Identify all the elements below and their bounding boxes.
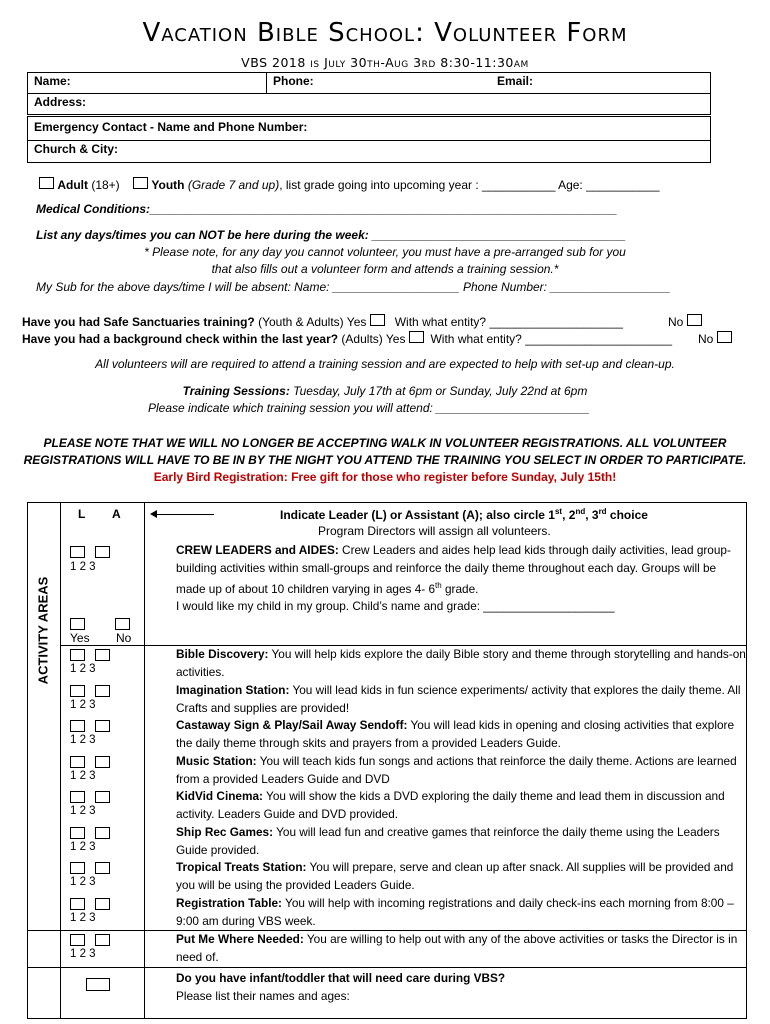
form-title: Vacation Bible School: Volunteer Form — [142, 18, 628, 48]
child-in-group-yes-checkbox[interactable] — [70, 618, 85, 630]
background-check-yes-checkbox[interactable] — [409, 331, 424, 343]
crew-leaders-description: CREW LEADERS and AIDES: Crew Leaders and aides help lead kids through daily activities, lead group-building activities within small-groups and reinforce the daily theme throughout each day. Groups will be made up of about 10 children varying in ages 4- 6th grade. I would like my child in my group. Child’s name and grade: ____________________ — [176, 543, 731, 614]
activity-item-row — [60, 645, 746, 681]
arrow-left-icon — [152, 514, 214, 515]
activity-description: Put Me Where Needed: You are willing to help out with any of the above activities or tasks the Director is in need of. — [176, 932, 738, 964]
youth-checkbox[interactable] — [133, 177, 148, 189]
leader-checkbox[interactable] — [70, 934, 85, 946]
leader-checkbox[interactable] — [70, 862, 85, 874]
infant-care-row — [60, 967, 746, 1017]
activity-item-row — [60, 930, 746, 967]
required-note: All volunteers will are required to attend a training session and are expected to help with set-up and clean-up. — [95, 357, 675, 371]
choice-numbers[interactable]: 1 2 3 — [70, 770, 96, 782]
program-directors-note: Program Directors will assign all volunteers. — [318, 524, 551, 538]
sub-name-phone[interactable]: My Sub for the above days/time I will be absent: Name: ___________________ Phone Number: __________________ — [36, 280, 671, 294]
age-group-row: Adult (18+) Youth (Grade 7 and up), list grade going into upcoming year : ___________ Age: ___________ — [39, 177, 660, 192]
activity-description: Music Station: You will teach kids fun songs and actions that reinforce the daily theme. Actions are learned from a provided Leaders Guide and DVD — [176, 754, 737, 786]
choice-numbers[interactable]: 1 2 3 — [70, 699, 96, 711]
leader-checkbox[interactable] — [70, 720, 85, 732]
leader-checkbox[interactable] — [70, 791, 85, 803]
email-field[interactable]: Email: — [491, 73, 711, 94]
assistant-checkbox[interactable] — [95, 827, 110, 839]
emergency-info-table — [27, 116, 711, 163]
assistant-checkbox[interactable] — [95, 898, 110, 910]
activity-description: Imagination Station: You will lead kids in fun science experiments/ activity that explores the daily theme. All Crafts and supplies are provided! — [176, 683, 741, 715]
choice-numbers[interactable]: 1 2 3 — [70, 912, 96, 924]
activity-description: Tropical Treats Station: You will prepare, serve and clean up after snack. All supplies will be provided and you will be using the provided Leaders Guide. — [176, 860, 734, 892]
assistant-checkbox[interactable] — [95, 649, 110, 661]
activity-description: Castaway Sign & Play/Sail Away Sendoff: You will lead kids in opening and closing activities that explore the daily theme through skits and prayers from a provided Leaders Guide. — [176, 718, 735, 750]
choice-numbers[interactable]: 1 2 3 — [70, 663, 96, 675]
early-bird-note: Early Bird Registration: Free gift for those who register before Sunday, July 15th! — [153, 470, 617, 484]
activity-description: Bible Discovery: You will help kids explore the daily Bible story and theme through storytelling and hands-on activities. — [176, 647, 746, 679]
church-city-field[interactable]: Church & City: — [28, 141, 711, 163]
choice-numbers[interactable]: 1 2 3 — [70, 734, 96, 746]
infant-care-checkbox[interactable] — [86, 978, 110, 991]
training-sessions: Training Sessions: Tuesday, July 17th at 6pm or Sunday, July 22nd at 6pm — [182, 384, 588, 398]
activity-areas-side — [28, 503, 60, 1018]
emergency-contact-field[interactable]: Emergency Contact - Name and Phone Number: — [28, 117, 711, 141]
notice-line-2: REGISTRATIONS WILL HAVE TO BE IN BY THE NIGHT YOU ATTEND THE TRAINING YOU SELECT IN ORDER TO PARTICIPATE. — [23, 453, 747, 467]
sub-note-2: that also fills out a volunteer form and attends a training session.* — [211, 262, 559, 276]
crew-leaders-row: 1 2 3 Yes No CREW LEADERS and AIDES: Crew Leaders and aides help lead kids through daily activities, lead group-building activities within small-groups and reinforce the daily theme throughout each day. Groups will be made up of about 10 children varying in ages 4- 6th grade. I would like my child in my group. Child’s name and grade: ____________________ — [60, 539, 746, 645]
notice-line-1: PLEASE NOTE THAT WE WILL NO LONGER BE ACCEPTING WALK IN VOLUNTEER REGISTRATIONS. ALL VOLUNTEER — [43, 436, 727, 450]
header-row: L A Indicate Leader (L) or Assistant (A); also circle 1st, 2nd, 3rd choice Program Directors will assign all volunteers. — [78, 507, 648, 538]
choice-numbers[interactable]: 1 2 3 — [70, 805, 96, 817]
child-in-group-no-checkbox[interactable] — [115, 618, 130, 630]
assistant-checkbox[interactable] — [95, 756, 110, 768]
background-check-question: Have you had a background check within the last year? (Adults) Yes With what entity? ______________________ — [22, 332, 673, 346]
activity-description: Registration Table: You will help with incoming registrations and daily check-ins each morning from 8:00 – 9:00 am during VBS week. — [176, 896, 734, 928]
infant-care-question: Do you have infant/toddler that will need care during VBS? Please list their names and ages: — [176, 971, 506, 1003]
sub-note-1: * Please note, for any day you cannot volunteer, you must have a pre-arranged sub for you — [144, 245, 626, 259]
phone-field[interactable]: Phone: — [267, 73, 492, 94]
contact-info-table — [27, 72, 711, 115]
activity-item-row — [60, 752, 746, 787]
choice-numbers[interactable]: 1 2 3 — [70, 876, 96, 888]
activity-item-row — [60, 681, 746, 716]
safe-sanctuaries-question: Have you had Safe Sanctuaries training? (Youth & Adults) Yes With what entity? ____________________ — [22, 315, 623, 329]
activity-description: KidVid Cinema: You will show the kids a DVD exploring the daily theme and lead them in discussion and activity. Leaders Guide and DVD provided. — [176, 789, 725, 821]
assistant-checkbox[interactable] — [95, 685, 110, 697]
leader-checkbox[interactable] — [70, 685, 85, 697]
training-session-choice[interactable]: Please indicate which training session you will attend: _______________________ — [148, 401, 590, 415]
safe-sanctuaries-no-checkbox[interactable] — [687, 314, 702, 326]
choice-numbers[interactable]: 1 2 3 — [70, 841, 96, 853]
medical-conditions[interactable]: Medical Conditions:______________________________________________________________________ — [36, 202, 618, 216]
assistant-checkbox[interactable] — [95, 934, 110, 946]
leader-checkbox[interactable] — [70, 756, 85, 768]
choice-numbers[interactable]: 1 2 3 — [70, 948, 96, 960]
leader-checkbox[interactable] — [70, 898, 85, 910]
assistant-checkbox[interactable] — [95, 720, 110, 732]
activity-areas-label: ACTIVITY AREAS — [35, 576, 51, 685]
adult-checkbox[interactable] — [39, 177, 54, 189]
address-field[interactable]: Address: — [28, 94, 711, 115]
form-subtitle: VBS 2018 is July 30th-Aug 3rd 8:30-11:30am — [241, 55, 529, 70]
assistant-checkbox[interactable] — [95, 791, 110, 803]
activity-item-row — [60, 858, 746, 894]
activity-item-row — [60, 787, 746, 823]
activity-item-row — [60, 894, 746, 930]
activity-description: Ship Rec Games: You will lead fun and creative games that reinforce the daily theme using the Leaders Guide provided. — [176, 825, 720, 857]
activity-item-row — [60, 716, 746, 752]
name-field[interactable]: Name: — [28, 73, 267, 94]
leader-checkbox[interactable] — [70, 649, 85, 661]
assistant-checkbox[interactable] — [95, 862, 110, 874]
activity-areas-table — [27, 502, 747, 1019]
unavailable-days[interactable]: List any days/times you can NOT be here during the week: ______________________________________ — [36, 228, 626, 242]
indicate-leader-note: Indicate Leader (L) or Assistant (A); also circle 1st, 2nd, 3rd choice — [280, 507, 648, 522]
crew-leader-checkbox[interactable] — [70, 546, 85, 558]
leader-checkbox[interactable] — [70, 827, 85, 839]
crew-assistant-checkbox[interactable] — [95, 546, 110, 558]
activity-item-row — [60, 823, 746, 858]
safe-sanctuaries-yes-checkbox[interactable] — [370, 314, 385, 326]
background-check-no-checkbox[interactable] — [717, 331, 732, 343]
